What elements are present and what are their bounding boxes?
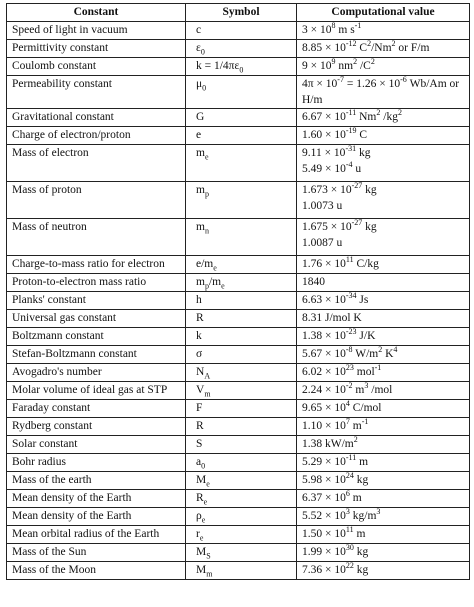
- table-row: [7, 436, 470, 454]
- value-line: $2.24 \times 10^{-2}$ $m^3$ /mol: [302, 381, 393, 396]
- value-line: $6.63 \times 10^{-34}$ Js: [302, 291, 369, 306]
- constant-name: Solar constant: [7, 436, 186, 454]
- constant-name: Mass of electron: [7, 145, 186, 182]
- constant-name: Mass of the earth: [7, 472, 186, 490]
- constant-name: Mass of neutron: [7, 219, 186, 256]
- constant-symbol: $m_p/m_e$: [186, 274, 297, 292]
- value-line: $6.37 \times 10^6$ m: [302, 489, 362, 504]
- value-line: $1.38 \times 10^{-23}$ J/K: [302, 327, 376, 342]
- value-line: 1840: [302, 276, 325, 288]
- value-line: $1.99 \times 10^{30}$ kg: [302, 543, 369, 558]
- value-line: $6.67 \times 10^{-11}$ Nm$^2$ $/kg^2$: [302, 108, 402, 123]
- table-row: [7, 58, 470, 76]
- constant-value: [297, 436, 470, 454]
- constant-name: Bohr radius: [7, 454, 186, 472]
- constant-symbol: G: [186, 109, 297, 127]
- table-row: [7, 40, 470, 58]
- table-row: [7, 292, 470, 310]
- constant-name: Charge of electron/proton: [7, 127, 186, 145]
- constant-symbol: F: [186, 400, 297, 418]
- constant-name: Mean orbital radius of the Earth: [7, 526, 186, 544]
- value-line: $1.60 \times 10^{-19}$ C: [302, 126, 368, 141]
- constant-value: [297, 40, 470, 58]
- constant-name: Rydberg constant: [7, 418, 186, 436]
- table-row: [7, 328, 470, 346]
- constant-name: Boltzmann constant: [7, 328, 186, 346]
- constant-value: [297, 364, 470, 382]
- constant-name: Mass of the Moon: [7, 562, 186, 580]
- constant-symbol: $\varepsilon_0$: [186, 40, 297, 58]
- constant-name: Charge-to-mass ratio for electron: [7, 256, 186, 274]
- constant-name: Coulomb constant: [7, 58, 186, 76]
- table-row: [7, 127, 470, 145]
- constant-symbol: S: [186, 436, 297, 454]
- table-row: [7, 562, 470, 580]
- constant-value: [297, 127, 470, 145]
- constant-value: [297, 22, 470, 40]
- value-line: 8.31 J/mol K: [302, 312, 362, 324]
- constant-value: [297, 58, 470, 76]
- constant-symbol: σ: [186, 346, 297, 364]
- value-line: $5.29 \times 10^{-11}$ m: [302, 453, 369, 468]
- constant-symbol: $M_S$: [186, 544, 297, 562]
- constant-value: [297, 544, 470, 562]
- value-line: $5.67 \times 10^{-8}$ $W/m^2$ $K^4$: [302, 345, 398, 360]
- value-line: $9 \times 10^9$ $nm^2$ $/C^2$: [302, 57, 375, 72]
- constant-symbol: $M_m$: [186, 562, 297, 580]
- constant-value: [297, 76, 470, 109]
- table-body: [7, 22, 470, 580]
- header-value: Computational value: [297, 4, 470, 22]
- constant-value: [297, 400, 470, 418]
- value-line-alt: 1.0073 u: [302, 200, 343, 212]
- table-row: [7, 76, 470, 109]
- constant-value: [297, 418, 470, 436]
- table-row: [7, 454, 470, 472]
- constant-value: [297, 526, 470, 544]
- table-row: [7, 544, 470, 562]
- table-row: [7, 400, 470, 418]
- constant-name: Mean density of the Earth: [7, 508, 186, 526]
- header-row: [7, 4, 470, 22]
- constant-name: Avogadro's number: [7, 364, 186, 382]
- constant-name: Faraday constant: [7, 400, 186, 418]
- value-line-alt: 1.0087 u: [302, 237, 343, 249]
- table-row: [7, 256, 470, 274]
- constant-symbol: $m_p$: [186, 182, 297, 219]
- constant-symbol: $V_m$: [186, 382, 297, 400]
- constant-value: [297, 256, 470, 274]
- constant-symbol: R: [186, 310, 297, 328]
- value-line: 1.38 $kW/m^2$: [302, 435, 358, 450]
- constant-name: Mass of proton: [7, 182, 186, 219]
- value-line: $1.10 \times 10^7$ $m^{-1}$: [302, 417, 369, 432]
- value-line: $8.85 \times 10^{-12}$ $C^2/Nm^2$ or F/m: [302, 39, 430, 54]
- value-line-alt: $5.49 \times 10^{-4}$ u: [302, 160, 362, 175]
- table-row: [7, 109, 470, 127]
- constant-symbol: e: [186, 127, 297, 145]
- table-row: [7, 472, 470, 490]
- table-row: [7, 346, 470, 364]
- header-symbol: Symbol: [186, 4, 297, 22]
- constant-value: [297, 490, 470, 508]
- value-line: $1.673 \times 10^{-27}$ kg: [302, 181, 377, 196]
- header-constant: Constant: [7, 4, 186, 22]
- constant-name: Permeability constant: [7, 76, 186, 109]
- constant-symbol: $R_e$: [186, 490, 297, 508]
- constant-name: Planks' constant: [7, 292, 186, 310]
- constant-value: [297, 508, 470, 526]
- value-line: $5.98 \times 10^{24}$ kg: [302, 471, 369, 486]
- constant-name: Permittivity constant: [7, 40, 186, 58]
- constant-name: Gravitational constant: [7, 109, 186, 127]
- constant-value: [297, 472, 470, 490]
- constant-name: Molar volume of ideal gas at STP: [7, 382, 186, 400]
- constant-value: [297, 145, 470, 182]
- constant-name: Stefan-Boltzmann constant: [7, 346, 186, 364]
- constant-value: [297, 292, 470, 310]
- constant-value: [297, 182, 470, 219]
- value-line: $6.02 \times 10^{23}$ mol$^{-1}$: [302, 363, 382, 378]
- table-row: [7, 182, 470, 219]
- constant-value: [297, 382, 470, 400]
- constant-name: Mean density of the Earth: [7, 490, 186, 508]
- constant-symbol: $\rho_e$: [186, 508, 297, 526]
- constant-symbol: $r_e$: [186, 526, 297, 544]
- constant-symbol: $k = 1/4\pi\varepsilon_0$: [186, 58, 297, 76]
- value-line: $5.52 \times 10^3$ $kg/m^3$: [302, 507, 381, 522]
- table-row: [7, 418, 470, 436]
- constant-symbol: k: [186, 328, 297, 346]
- table-row: [7, 526, 470, 544]
- constant-name: Proton-to-electron mass ratio: [7, 274, 186, 292]
- table-row: [7, 382, 470, 400]
- value-line: $3 \times 10^8$ m $s^{-1}$: [302, 21, 362, 36]
- value-line: $4\pi \times 10^{-7} = 1.26 \times 10^{-6}$ Wb/Am or H/m: [302, 75, 460, 106]
- constants-table: [6, 3, 470, 580]
- value-line: $9.11 \times 10^{-31}$ kg: [302, 144, 371, 159]
- constant-name: Speed of light in vacuum: [7, 22, 186, 40]
- constant-name: Mass of the Sun: [7, 544, 186, 562]
- table-row: [7, 364, 470, 382]
- table-row: [7, 490, 470, 508]
- constant-value: [297, 328, 470, 346]
- table-row: [7, 219, 470, 256]
- constant-value: [297, 346, 470, 364]
- constant-name: Universal gas constant: [7, 310, 186, 328]
- constant-symbol: $\mu_0$: [186, 76, 297, 109]
- table-row: [7, 22, 470, 40]
- constant-symbol: $e/m_e$: [186, 256, 297, 274]
- value-line: $1.675 \times 10^{-27}$ kg: [302, 218, 377, 233]
- table-row: [7, 310, 470, 328]
- constant-value: [297, 454, 470, 472]
- table-row: [7, 508, 470, 526]
- constant-symbol: $a_0$: [186, 454, 297, 472]
- value-line: $1.76 \times 10^{11}$ C/kg: [302, 255, 379, 270]
- constant-symbol: $N_A$: [186, 364, 297, 382]
- constant-symbol: h: [186, 292, 297, 310]
- constant-value: [297, 109, 470, 127]
- constant-symbol: $m_e$: [186, 145, 297, 182]
- value-line: $7.36 \times 10^{22}$ kg: [302, 561, 369, 576]
- constant-value: [297, 562, 470, 580]
- constant-symbol: $M_e$: [186, 472, 297, 490]
- constant-symbol: R: [186, 418, 297, 436]
- constant-value: [297, 310, 470, 328]
- value-line: $9.65 \times 10^4$ C/mol: [302, 399, 382, 414]
- table-row: [7, 274, 470, 292]
- value-line: $1.50 \times 10^{11}$ m: [302, 525, 366, 540]
- constant-value: [297, 219, 470, 256]
- constant-symbol: $m_n$: [186, 219, 297, 256]
- table-row: [7, 145, 470, 182]
- constant-value: [297, 274, 470, 292]
- constant-symbol: c: [186, 22, 297, 40]
